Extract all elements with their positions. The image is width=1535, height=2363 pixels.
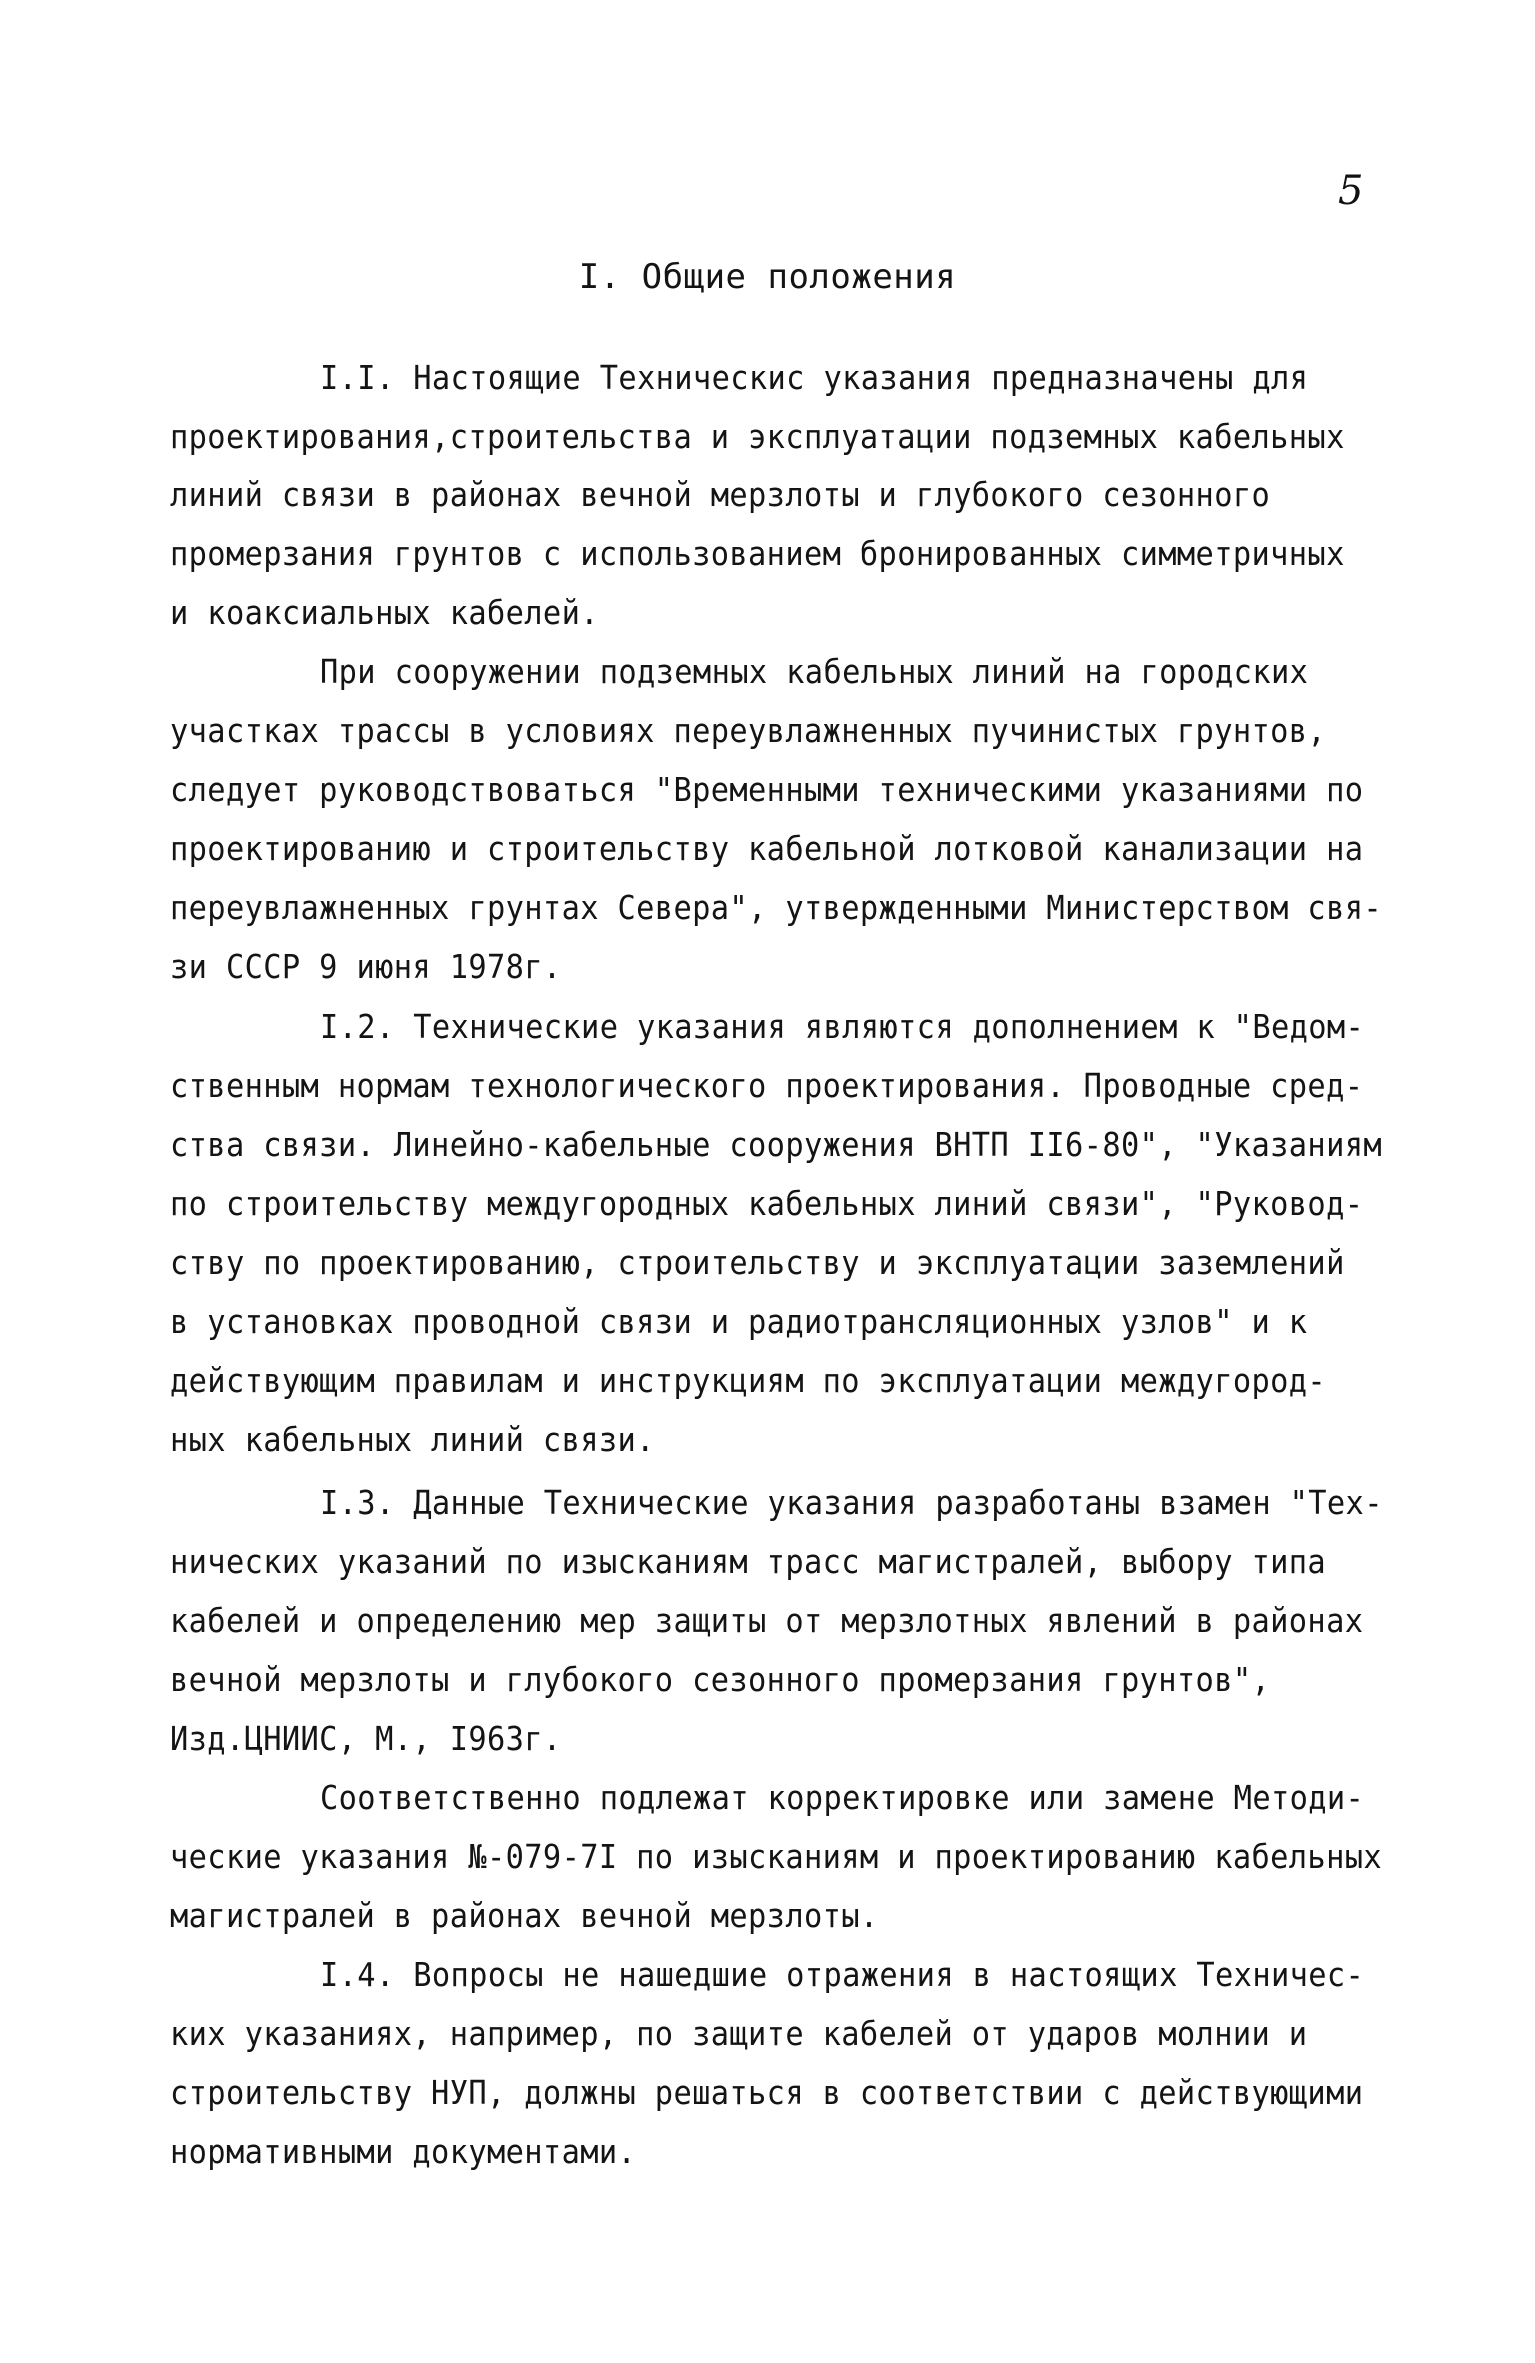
text-line: в установках проводной связи и радиотрансляционных узлов" и к xyxy=(170,1302,1308,1341)
text-line: действующим правилам и инструкциям по эксплуатации междугород- xyxy=(170,1361,1327,1400)
text-line: и коаксиальных кабелей. xyxy=(170,593,599,632)
text-line: ких указаниях, например, по защите кабелей от ударов молнии и xyxy=(170,2014,1308,2053)
text-line: I.2. Технические указания являются дополнением к "Ведом- xyxy=(320,1007,1365,1046)
text-line: При сооружении подземных кабельных линий на городских xyxy=(320,652,1309,691)
text-line: кабелей и определению мер защиты от мерзлотных явлений в районах xyxy=(170,1601,1364,1640)
text-line: зи СССР 9 июня 1978г. xyxy=(170,947,562,986)
text-line: I.I. Настоящие Техническис указания предназначены для xyxy=(320,358,1309,397)
text-line: нормативными документами. xyxy=(170,2132,637,2171)
text-line: ственным нормам технологического проектирования. Проводные сред- xyxy=(170,1066,1364,1105)
text-line: I.4. Вопросы не нашедшие отражения в настоящих Техничес- xyxy=(320,1955,1365,1994)
text-line: ных кабельных линий связи. xyxy=(170,1420,655,1459)
page-title: I. Общие положения xyxy=(578,257,957,297)
text-line: участках трассы в условиях переувлажненных пучинистых грунтов, xyxy=(170,711,1327,750)
text-line: переувлажненных грунтах Севера", утвержденными Министерством свя- xyxy=(170,888,1383,927)
text-line: магистралей в районах вечной мерзлоты. xyxy=(170,1896,879,1935)
text-line: ческие указания №-079-7I по изысканиям и проектированию кабельных xyxy=(170,1837,1383,1876)
text-line: следует руководствоваться "Временными техническими указаниями по xyxy=(170,770,1364,809)
text-line: проектированию и строительству кабельной лотковой канализации на xyxy=(170,829,1364,868)
text-line: Изд.ЦНИИС, М., I963г. xyxy=(170,1719,562,1758)
text-line: ства связи. Линейно-кабельные сооружения ВНТП II6-80", "Указаниям xyxy=(170,1125,1383,1164)
text-line: Соответственно подлежат корректировке или замене Методи- xyxy=(320,1778,1365,1817)
text-line: нических указаний по изысканиям трасс магистралей, выбору типа xyxy=(170,1542,1327,1581)
text-line: I.3. Данные Технические указания разработаны взамен "Тех- xyxy=(320,1483,1383,1522)
text-line: промерзания грунтов с использованием бронированных симметричных xyxy=(170,534,1345,573)
text-line: по строительству междугородных кабельных линий связи", "Руковод- xyxy=(170,1184,1364,1223)
page-number: 5 xyxy=(1338,168,1364,214)
text-line: ству по проектированию, строительству и эксплуатации заземлений xyxy=(170,1243,1345,1282)
text-line: проектирования,строительства и эксплуатации подземных кабельных xyxy=(170,417,1345,456)
text-line: вечной мерзлоты и глубокого сезонного промерзания грунтов", xyxy=(170,1660,1271,1699)
text-line: строительству НУП, должны решаться в соответствии с действующими xyxy=(170,2073,1364,2112)
text-line: линий связи в районах вечной мерзлоты и глубокого сезонного xyxy=(170,475,1271,514)
